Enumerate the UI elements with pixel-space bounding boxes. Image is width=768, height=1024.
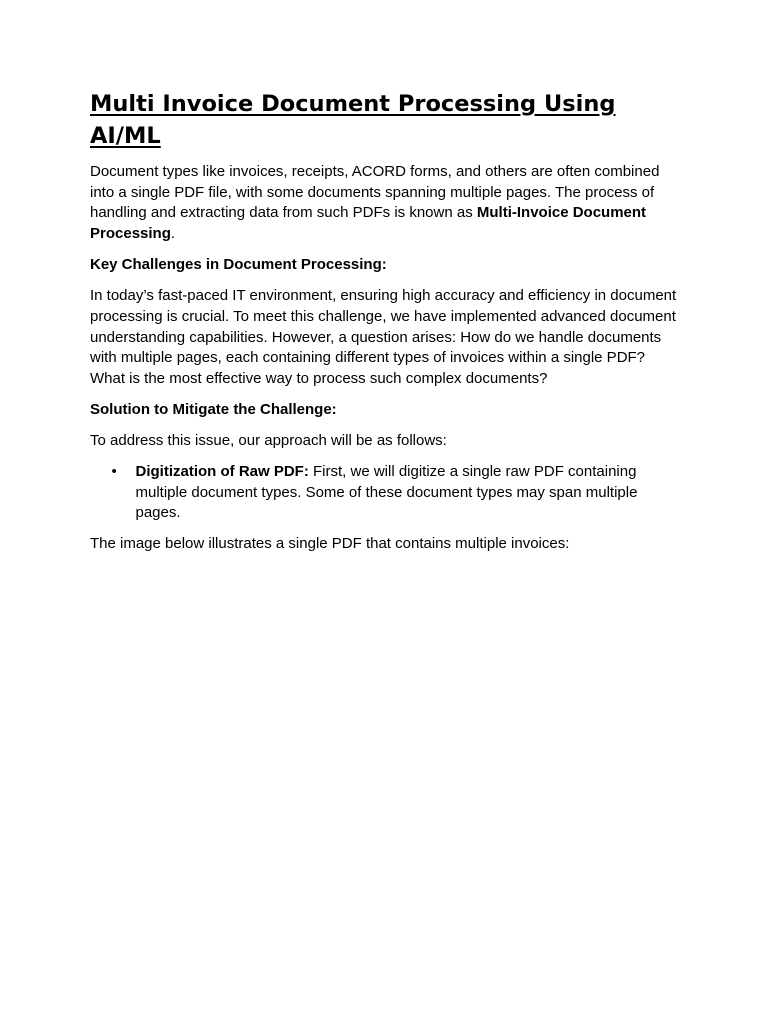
approach-list [90, 462, 682, 524]
title-line-1: Multi Invoice Document Processing Using [90, 91, 616, 117]
challenges-heading: Key Challenges in Document Processing: [90, 256, 387, 274]
list-item-text: First, we will digitize a single raw PDF containing multiple document types. Some of these document types may span multiple pages. [135, 462, 638, 522]
image-caption: The image below illustrates a single PDF that contains multiple invoices: [90, 535, 570, 553]
list-item-label: Digitization of Raw PDF: [135, 462, 309, 480]
solution-heading: Solution to Mitigate the Challenge: [90, 400, 337, 418]
intro-term: Multi-Invoice Document Processing [90, 204, 647, 243]
challenges-paragraph: In today’s fast-paced IT environment, ensuring high accuracy and efficiency in document processing is crucial. To meet this challenge, we have implemented advanced document understanding capabilities. However, a question arises: How do we handle documents with multiple pages, each containing different types of invoices within a single PDF? What is the most effective way to process such complex documents? [90, 287, 677, 387]
document-title [90, 88, 682, 152]
title-line-2: AI/ML [90, 123, 161, 149]
solution-intro: To address this issue, our approach will be as follows: [90, 431, 447, 449]
list-item [90, 462, 682, 524]
document-page [90, 88, 682, 565]
bullet-marker: • [111, 462, 117, 480]
intro-text: Document types like invoices, receipts, ACORD forms, and others are often combined into a single PDF file, with some documents spanning multiple pages. The process of handling and extracting data from such PDFs is known as [90, 163, 660, 222]
intro-paragraph [90, 162, 682, 245]
intro-end: . [170, 225, 176, 243]
